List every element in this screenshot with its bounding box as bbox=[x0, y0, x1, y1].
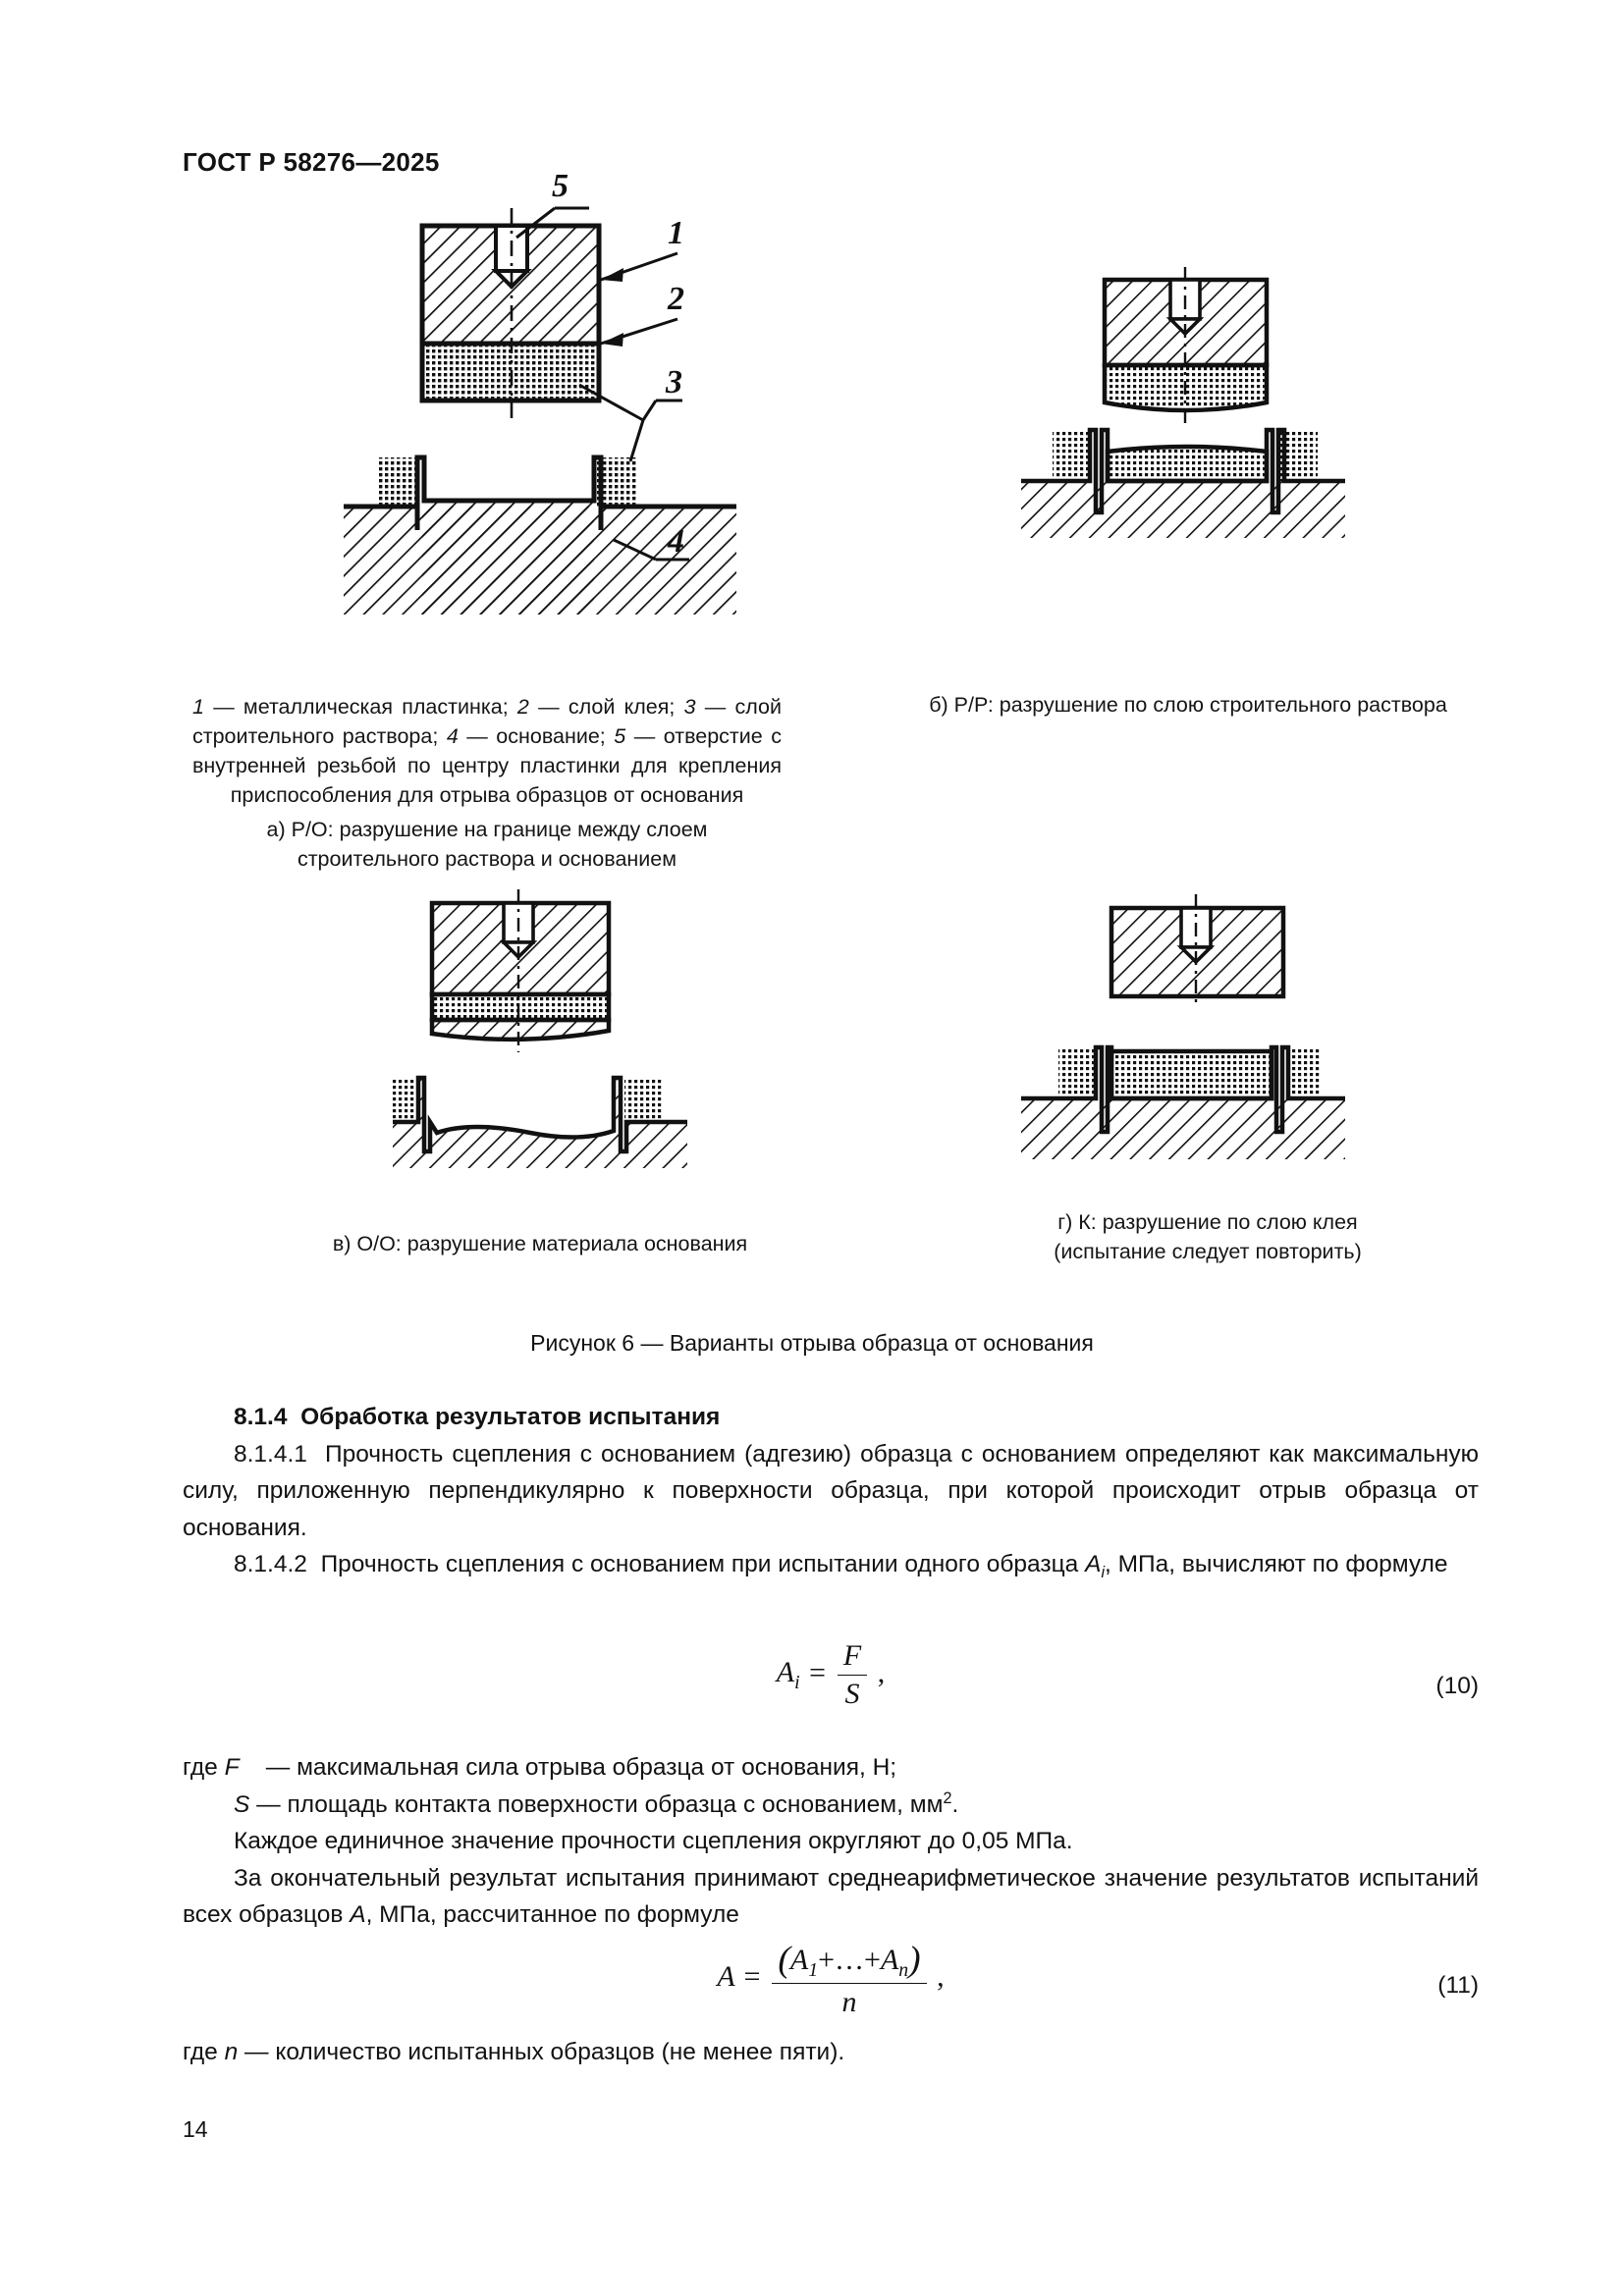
symbol-A: A bbox=[350, 1901, 366, 1928]
caption-v: в) О/О: разрушение материала основания bbox=[332, 1232, 748, 1255]
diagram-b-mortar-layer-failure bbox=[1021, 255, 1345, 540]
paragraph-8-1-4-1-text: Прочность сцепления с основанием (адгезию) образца с основанием определяют как максимальную силу, приложенную перпендикулярно к поверхности образца, при которой происходит отрыв образца от основания. bbox=[183, 1440, 1479, 1541]
formula-11-trailing: , bbox=[937, 1959, 945, 1993]
figure-title: Рисунок 6 — Варианты отрыва образца от основания bbox=[530, 1330, 1094, 1356]
formula-11-equals: = bbox=[741, 1959, 762, 1993]
legend-item-1-index: 1 bbox=[192, 695, 204, 719]
where-F bbox=[183, 1749, 1479, 1787]
formula-10-lhs: $A_i$ bbox=[776, 1656, 800, 1694]
formula-10 bbox=[183, 1639, 1479, 1711]
formula-11-lhs: A bbox=[717, 1959, 735, 1993]
paragraph-8-1-4-1 bbox=[183, 1436, 1479, 1547]
standard-header: ГОСТ Р 58276—2025 bbox=[183, 147, 440, 177]
caption-g-line1: г) К: разрушение по слою клея bbox=[1057, 1210, 1358, 1234]
paragraph-rounding: Каждое единичное значение прочности сцепления округляют до 0,05 МПа. bbox=[234, 1828, 1073, 1854]
symbol-S: S bbox=[234, 1790, 250, 1818]
legend-item-5-index: 5 bbox=[614, 724, 626, 748]
body-text-where-10 bbox=[183, 1749, 1479, 1934]
formula-10-trailing: , bbox=[877, 1656, 886, 1689]
paragraph-average-after: , МПа, рассчитанное по формуле bbox=[365, 1901, 739, 1928]
paragraph-8-1-4-2-text-after: , МПа, вычисляют по формуле bbox=[1105, 1551, 1448, 1577]
body-text-where-11 bbox=[183, 2034, 1479, 2071]
paragraph-8-1-4-2-text-before: Прочность сцепления с основанием при испытании одного образца bbox=[320, 1551, 1079, 1577]
paragraph-average bbox=[183, 1860, 1479, 1934]
paragraph-8-1-4-2 bbox=[183, 1546, 1479, 1583]
diagram-v-substrate-material-failure bbox=[393, 874, 687, 1168]
figure-legend: 1 — металлическая пластинка; 2 — слой клея; 3 — слой строительного раствора; 4 — основание; 5 — отверстие с внутренней резьбой по центру пластинки для крепления приспособления для отрыва образцов от основания bbox=[192, 695, 783, 807]
heading-number: 8.1.4 bbox=[234, 1404, 288, 1430]
formula-10-row bbox=[183, 1639, 1479, 1737]
callout-4: 4 bbox=[668, 523, 684, 560]
where-F-text: — максимальная сила отрыва образца от основания, Н; bbox=[265, 1754, 897, 1781]
where-F-label: где bbox=[183, 1754, 218, 1781]
caption-g bbox=[943, 1207, 1473, 1266]
caption-a bbox=[192, 815, 782, 874]
symbol-F: F bbox=[224, 1754, 240, 1781]
formula-11-numerator: $(A_1+\dots+A_n)$ bbox=[778, 1940, 921, 1981]
formula-10-denominator: S bbox=[838, 1675, 867, 1711]
formula-10-fraction bbox=[838, 1639, 867, 1711]
legend-item-2-index: 2 bbox=[516, 695, 529, 719]
where-S bbox=[183, 1787, 1479, 1824]
paragraph-8-1-4-2-number: 8.1.4.2 bbox=[234, 1551, 307, 1577]
where-n-text: — количество испытанных образцов (не менее пяти). bbox=[244, 2039, 845, 2065]
formula-11-fraction bbox=[772, 1939, 926, 2019]
paragraph-8-1-4-1-number: 8.1.4.1 bbox=[234, 1440, 307, 1468]
formula-10-numerator: F bbox=[842, 1639, 862, 1672]
diagram-b-svg bbox=[1021, 255, 1345, 540]
page-number: 14 bbox=[183, 2116, 208, 2142]
where-S-tail: . bbox=[951, 1790, 959, 1818]
symbol-A-i: $A_i$ bbox=[1085, 1551, 1106, 1581]
heading-text: Обработка результатов испытания bbox=[300, 1404, 721, 1430]
formula-11-row bbox=[183, 1939, 1479, 2037]
formula-11 bbox=[183, 1939, 1479, 2019]
callout-3: 3 bbox=[666, 364, 682, 400]
paragraph-average-before: За окончательный результат испытания принимают среднеарифметическое значение результатов испытаний всех образцов bbox=[183, 1864, 1479, 1928]
legend-item-3-index: 3 bbox=[683, 695, 696, 719]
diagram-a-detachment-at-interface bbox=[344, 167, 736, 618]
diagram-g-glue-layer-failure bbox=[1021, 879, 1345, 1173]
diagram-v-svg bbox=[393, 874, 687, 1168]
where-S-text: — площадь контакта поверхности образца с основанием, мм bbox=[256, 1790, 944, 1818]
diagram-a-svg bbox=[344, 167, 736, 618]
where-n-label: где bbox=[183, 2039, 218, 2065]
formula-11-denominator: n bbox=[772, 1983, 926, 2019]
formula-10-equals: = bbox=[807, 1656, 828, 1689]
heading-8-1-4 bbox=[183, 1399, 1479, 1436]
where-n bbox=[183, 2034, 1479, 2071]
symbol-n: n bbox=[224, 2039, 239, 2065]
where-S-superscript: 2 bbox=[943, 1789, 952, 1807]
formula-10-number: (10) bbox=[1435, 1673, 1479, 1699]
diagram-g-svg bbox=[1021, 879, 1345, 1173]
body-text bbox=[183, 1399, 1479, 1583]
caption-a-line1: а) Р/О: разрушение на границе между слоем bbox=[266, 818, 708, 841]
callout-2: 2 bbox=[668, 281, 684, 317]
callout-1: 1 bbox=[668, 215, 684, 251]
caption-g-line2: (испытание следует повторить) bbox=[1054, 1240, 1362, 1263]
caption-a-line2: строительного раствора и основанием bbox=[297, 847, 677, 871]
legend-item-4-index: 4 bbox=[446, 724, 459, 748]
caption-b: б) Р/Р: разрушение по слою строительного раствора bbox=[929, 693, 1447, 717]
callout-5: 5 bbox=[552, 168, 568, 204]
formula-11-number: (11) bbox=[1437, 1972, 1479, 1999]
